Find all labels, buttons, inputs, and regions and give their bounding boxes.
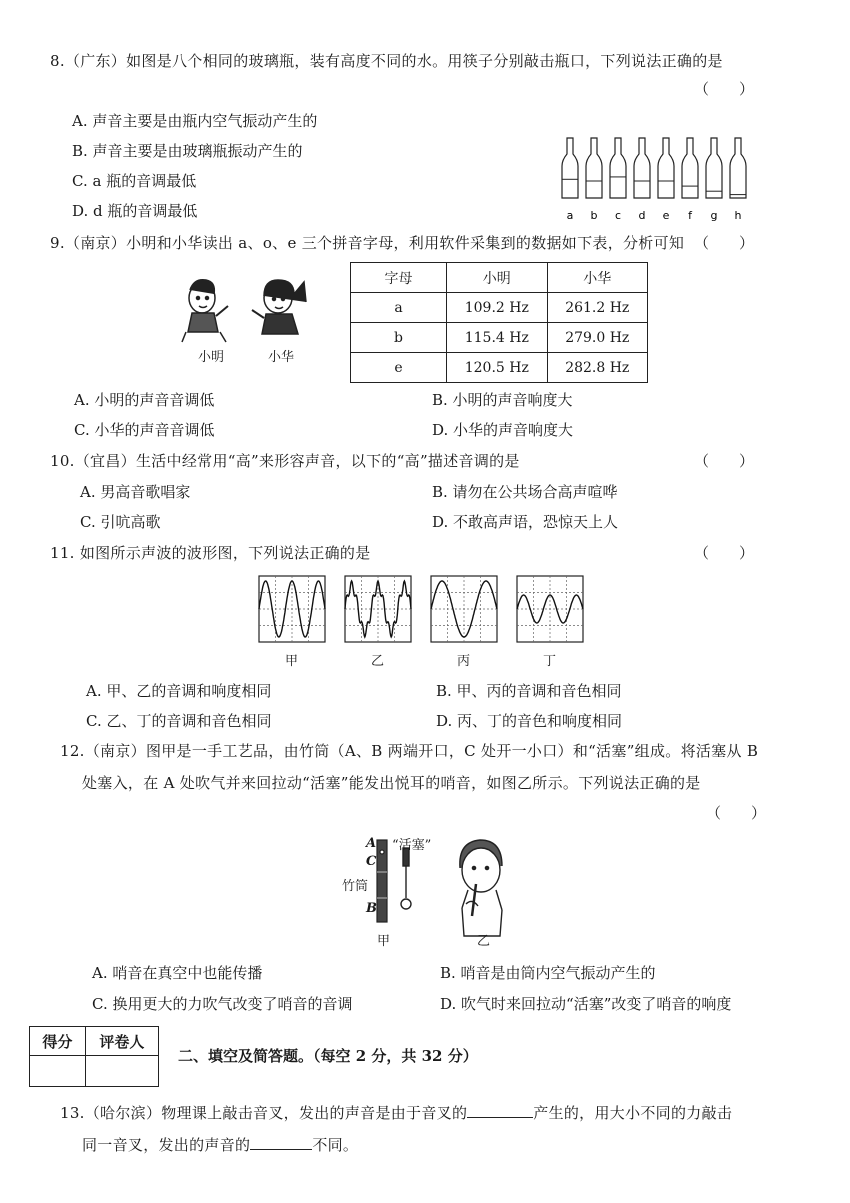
q11-answer-paren: （ ） — [694, 544, 755, 562]
boy-blowing-illustration — [460, 840, 502, 936]
bottle-g — [706, 138, 722, 222]
waveform-bing — [431, 576, 497, 642]
bottle-d — [634, 138, 650, 222]
table-cell: b — [351, 323, 447, 353]
q9-stem: 9.（南京）小明和小华读出 a、o、e 三个拼音字母，利用软件采集到的数据如下表，分析可知 — [50, 234, 685, 252]
waveform-ding — [517, 576, 583, 642]
piston-label: “活塞” — [392, 838, 432, 853]
q10-stem: 10.（宜昌）生活中经常用“高”来形容声音，以下的“高”描述音调的是 — [50, 452, 520, 470]
q9-option-b: B. 小明的声音响度大 — [432, 391, 573, 409]
score-box — [29, 1026, 159, 1087]
q13-blank-1[interactable] — [467, 1117, 533, 1118]
bottle-label-e: e — [662, 209, 670, 222]
xiaohua-illustration — [252, 280, 306, 334]
fig-yi-label: 乙 — [477, 934, 491, 949]
table-row — [351, 353, 648, 383]
point-a-label: A — [366, 836, 377, 851]
waveform-yi — [345, 576, 411, 642]
q10-answer-paren: （ ） — [694, 452, 755, 470]
wave-label-jia: 甲 — [285, 654, 299, 669]
bamboo-tube — [377, 840, 387, 922]
q12-answer-paren: （ ） — [706, 804, 767, 822]
q13-text-4: 不同。 — [312, 1136, 359, 1154]
q9-answer-paren: （ ） — [694, 234, 755, 252]
table-row — [351, 323, 648, 353]
q9-option-a: A. 小明的声音音调低 — [74, 391, 215, 409]
table-header-row — [351, 263, 648, 293]
bottle-label-a: a — [566, 209, 574, 222]
bamboo-tube-label: 竹筒 — [342, 879, 369, 894]
xiaoming-illustration — [182, 280, 228, 342]
table-cell: e — [351, 353, 447, 383]
wave-label-bing: 丙 — [457, 654, 471, 669]
xiaoming-label: 小明 — [198, 350, 225, 365]
q13-text-2: 产生的，用大小不同的力敲击 — [533, 1104, 733, 1122]
q11-option-c: C. 乙、丁的音调和音色相同 — [86, 712, 272, 730]
q10-option-a: A. 男高音歌唱家 — [80, 483, 191, 501]
score-header: 得分 — [30, 1027, 86, 1056]
frequency-table — [350, 262, 648, 383]
q8-option-c: C. a 瓶的音调最低 — [72, 172, 197, 190]
bottle-e — [658, 138, 674, 222]
bottle-f — [682, 138, 698, 222]
table-header-cell: 字母 — [351, 263, 447, 293]
q10-option-b: B. 请勿在公共场合高声喧哗 — [432, 483, 618, 501]
q9-option-d: D. 小华的声音响度大 — [432, 421, 574, 439]
q13-text-3: 同一音叉，发出的声音的 — [82, 1136, 251, 1154]
table-cell: 279.0 Hz — [547, 323, 647, 353]
q12-option-a: A. 哨音在真空中也能传播 — [92, 964, 263, 982]
bottle-label-c: c — [614, 209, 622, 222]
section-title: 二、填空及简答题。（每空 2 分，共 32 分） — [178, 1047, 478, 1065]
bottle-label-d: d — [638, 209, 646, 222]
table-cell: 120.5 Hz — [447, 353, 547, 383]
bottle-label-g: g — [710, 209, 718, 222]
bottles-figure — [556, 132, 756, 227]
q8-option-d: D. d 瓶的音调最低 — [72, 202, 198, 220]
bottle-a — [562, 138, 578, 222]
q12-option-b: B. 哨音是由筒内空气振动产生的 — [440, 964, 656, 982]
q13-blank-2[interactable] — [250, 1149, 312, 1150]
q10-option-c: C. 引吭高歌 — [80, 513, 161, 531]
q13-line2 — [82, 1134, 358, 1155]
bottle-c — [610, 138, 626, 222]
table-cell: 261.2 Hz — [547, 293, 647, 323]
bottle-b — [586, 138, 602, 222]
bottle-h — [730, 138, 746, 222]
table-row — [351, 293, 648, 323]
bottle-label-b: b — [590, 209, 598, 222]
q11-option-d: D. 丙、丁的音色和响度相同 — [436, 712, 623, 730]
q11-option-b: B. 甲、丙的音调和音色相同 — [436, 682, 622, 700]
waveform-jia — [259, 576, 325, 642]
table-cell: 282.8 Hz — [547, 353, 647, 383]
q12-option-d: D. 吹气时来回拉动“活塞”改变了哨音的响度 — [440, 995, 732, 1013]
q12-stem-line1: 12.（南京）图甲是一手工艺品，由竹筒（A、B 两端开口，C 处开一小口）和“活塞”组成。将活塞从 B — [60, 742, 759, 760]
q11-stem: 11. 如图所示声波的波形图，下列说法正确的是 — [50, 544, 371, 562]
grader-field[interactable] — [85, 1056, 158, 1087]
q13-line1 — [60, 1102, 732, 1123]
piston — [401, 848, 411, 909]
q9-option-c: C. 小华的声音音调低 — [74, 421, 215, 439]
table-cell: 109.2 Hz — [447, 293, 547, 323]
point-c-label: C — [366, 854, 377, 869]
fig-jia-label: 甲 — [377, 934, 391, 949]
bottle-label-h: h — [734, 209, 742, 222]
wave-label-ding: 丁 — [543, 654, 557, 669]
q10-option-d: D. 不敢高声语，恐惊天上人 — [432, 513, 619, 531]
grader-header: 评卷人 — [85, 1027, 158, 1056]
table-header-cell: 小明 — [447, 263, 547, 293]
q13-text-1: 13.（哈尔滨）物理课上敲击音叉，发出的声音是由于音叉的 — [60, 1104, 468, 1122]
waveforms-figure — [255, 574, 595, 646]
q11-option-a: A. 甲、乙的音调和响度相同 — [86, 682, 272, 700]
table-cell: 115.4 Hz — [447, 323, 547, 353]
q8-answer-paren: （ ） — [694, 80, 755, 98]
q12-option-c: C. 换用更大的力吹气改变了哨音的音调 — [92, 995, 353, 1013]
q12-stem-line2: 处塞入，在 A 处吹气并来回拉动“活塞”能发出悦耳的哨音，如图乙所示。下列说法正确的是 — [82, 774, 701, 792]
wave-label-yi: 乙 — [371, 654, 385, 669]
table-cell: a — [351, 293, 447, 323]
point-b-label: B — [366, 901, 377, 916]
q8-option-a: A. 声音主要是由瓶内空气振动产生的 — [72, 112, 318, 130]
table-header-cell: 小华 — [547, 263, 647, 293]
score-field[interactable] — [30, 1056, 86, 1087]
bottle-label-f: f — [688, 209, 692, 222]
xiaohua-label: 小华 — [268, 350, 295, 365]
q8-option-b: B. 声音主要是由玻璃瓶振动产生的 — [72, 142, 303, 160]
q8-stem: 8.（广东）如图是八个相同的玻璃瓶，装有高度不同的水。用筷子分别敲击瓶口，下列说法正确的是 — [50, 52, 723, 70]
